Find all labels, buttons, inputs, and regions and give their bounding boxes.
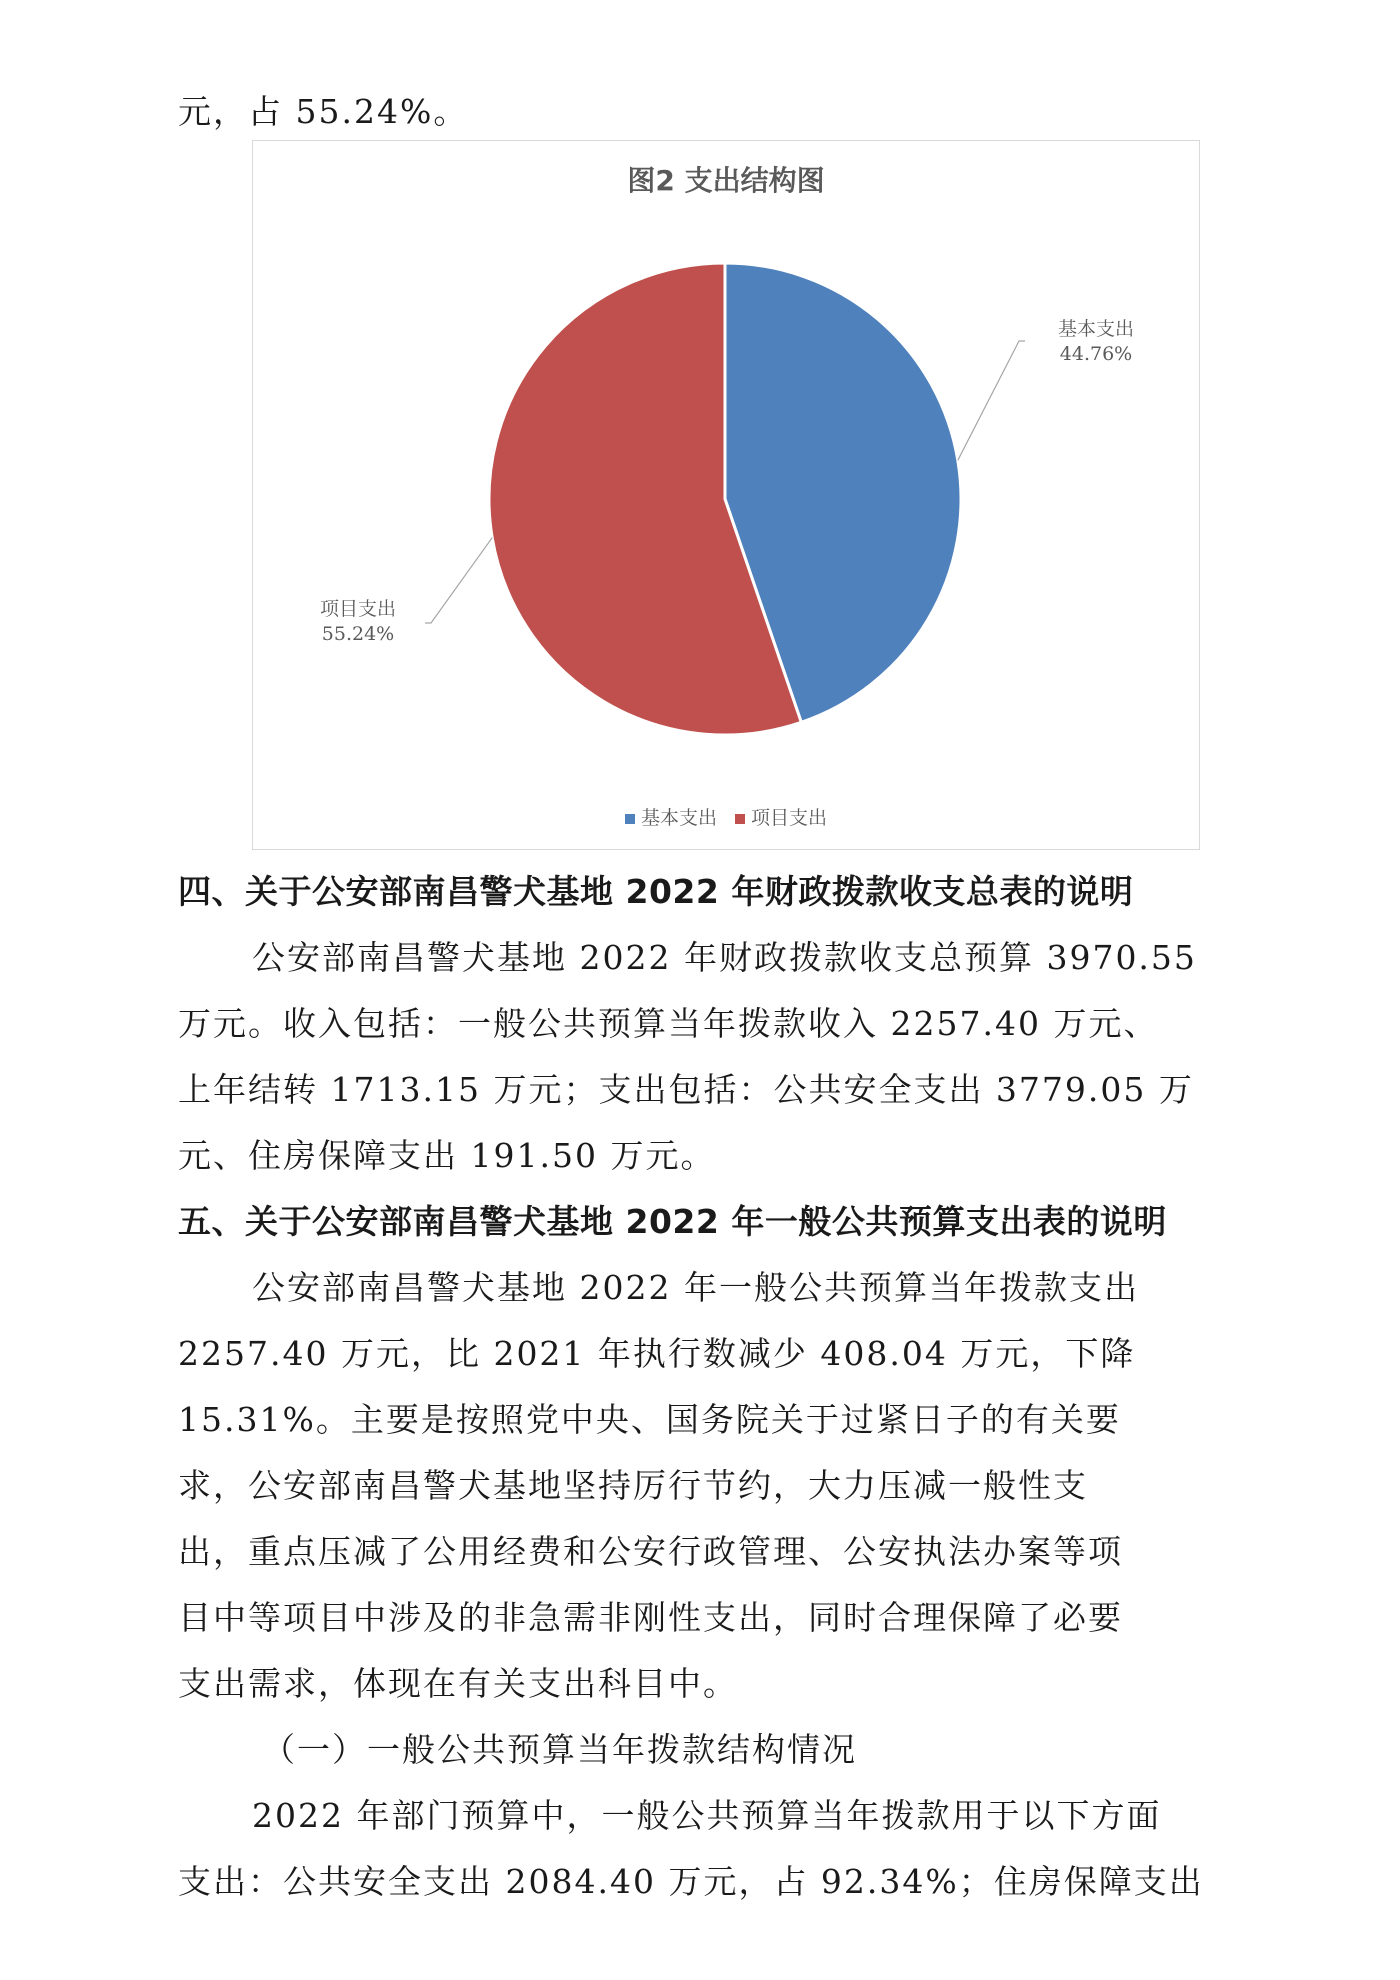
pie-svg bbox=[253, 141, 1201, 851]
section4-heading: 四、关于公安部南昌警犬基地 2022 年财政拨款收支总表的说明 bbox=[178, 872, 1134, 911]
chart-title: 图2 支出结构图 bbox=[627, 164, 825, 197]
subsection1-line-1: 2022 年部门预算中，一般公共预算当年拨款用于以下方面 bbox=[252, 1796, 1162, 1835]
section5-line-6: 目中等项目中涉及的非急需非刚性支出，同时合理保障了必要 bbox=[178, 1598, 1123, 1637]
slice-label-basic-value: 44.76% bbox=[1059, 343, 1133, 365]
slice-label-project-value: 55.24% bbox=[321, 623, 395, 645]
section4-line-4: 元、住房保障支出 191.50 万元。 bbox=[178, 1136, 716, 1175]
intro-line: 元，占 55.24%。 bbox=[178, 92, 469, 131]
subsection1-line-2: 支出：公共安全支出 2084.40 万元，占 92.34%；住房保障支出 bbox=[178, 1862, 1204, 1901]
section5-line-1: 公安部南昌警犬基地 2022 年一般公共预算当年拨款支出 bbox=[252, 1268, 1139, 1307]
slice-label-project-name: 项目支出 bbox=[319, 598, 396, 620]
section4-line-1: 公安部南昌警犬基地 2022 年财政拨款收支总预算 3970.55 bbox=[252, 938, 1197, 977]
leader-line-project bbox=[425, 538, 492, 623]
section5-line-7: 支出需求，体现在有关支出科目中。 bbox=[178, 1664, 738, 1703]
subsection1-heading: （一）一般公共预算当年拨款结构情况 bbox=[262, 1730, 857, 1769]
leader-line-basic bbox=[958, 341, 1025, 460]
section5-heading: 五、关于公安部南昌警犬基地 2022 年一般公共预算支出表的说明 bbox=[178, 1202, 1167, 1241]
section5-line-2: 2257.40 万元，比 2021 年执行数减少 408.04 万元，下降 bbox=[178, 1334, 1136, 1373]
section4-line-2: 万元。收入包括：一般公共预算当年拨款收入 2257.40 万元、 bbox=[178, 1004, 1159, 1043]
legend-label-basic: 基本支出 bbox=[640, 807, 717, 829]
slice-label-basic bbox=[1031, 317, 1161, 367]
legend-label-project: 项目支出 bbox=[751, 807, 828, 829]
slice-label-basic-name: 基本支出 bbox=[1057, 318, 1134, 340]
legend-swatch-project bbox=[735, 814, 745, 824]
section5-line-4: 求，公安部南昌警犬基地坚持厉行节约，大力压减一般性支 bbox=[178, 1466, 1088, 1505]
slice-label-project bbox=[293, 597, 423, 647]
expenditure-pie-chart bbox=[252, 140, 1200, 850]
legend-item-basic bbox=[625, 803, 717, 830]
legend-swatch-basic bbox=[625, 814, 635, 824]
section5-line-5: 出，重点压减了公用经费和公安行政管理、公安执法办案等项 bbox=[178, 1532, 1123, 1571]
chart-legend bbox=[253, 803, 1199, 830]
legend-item-project bbox=[735, 803, 827, 830]
section5-line-3: 15.31%。主要是按照党中央、国务院关于过紧日子的有关要 bbox=[178, 1400, 1121, 1439]
section4-line-3: 上年结转 1713.15 万元；支出包括：公共安全支出 3779.05 万 bbox=[178, 1070, 1194, 1109]
